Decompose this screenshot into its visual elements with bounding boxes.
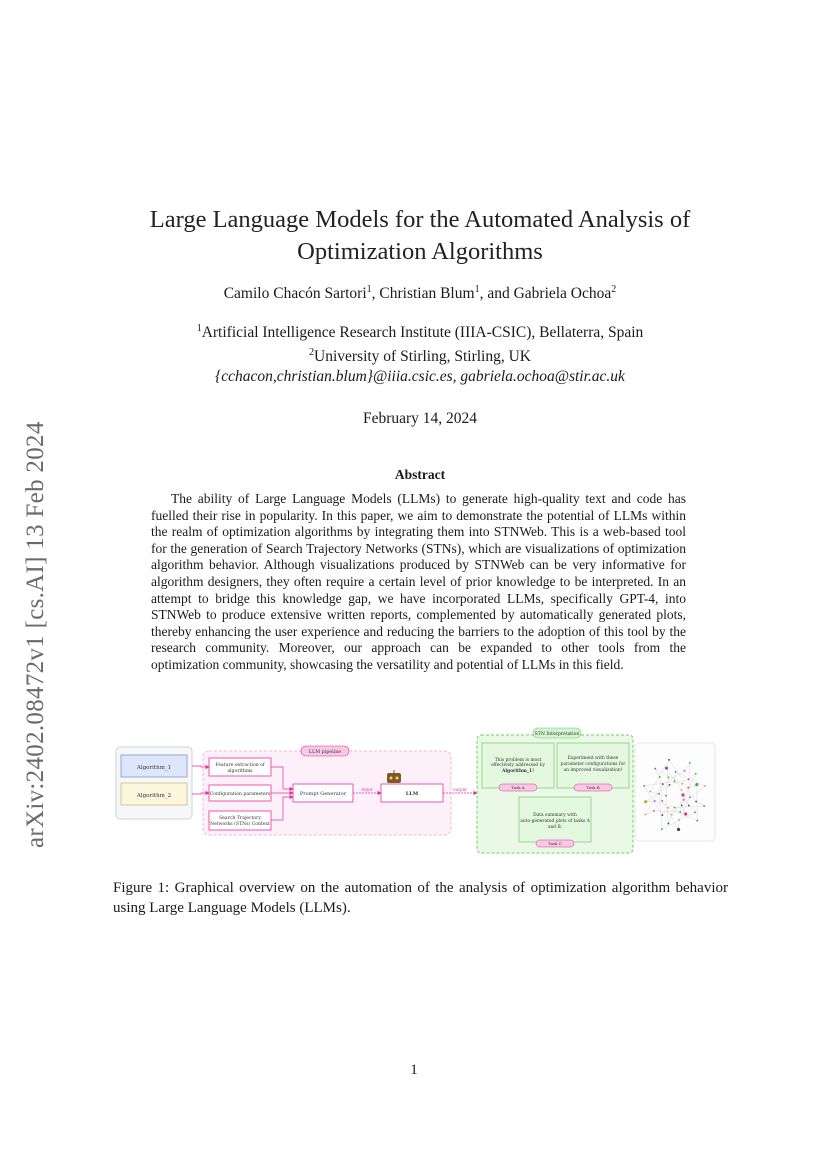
task-c-text-3: and B.	[547, 825, 563, 830]
network-node	[669, 784, 671, 786]
network-node	[667, 823, 669, 825]
algorithm-2-label: Algorithm_2	[136, 793, 172, 799]
network-node	[704, 785, 706, 787]
edge-output-label: output	[453, 787, 467, 792]
affil-mark: 1	[196, 323, 202, 334]
affil-text: University of Stirling, Stirling, UK	[314, 348, 531, 366]
task-c-text-1: Data summary with	[533, 813, 577, 818]
task-a-text-1: This problem is most	[494, 758, 542, 763]
author-name: Camilo Chacón Sartori	[223, 285, 367, 303]
author-name: Christian Blum	[379, 285, 475, 303]
feature-extraction-label-1: Feature extraction of	[215, 763, 265, 768]
author-list	[100, 284, 740, 303]
config-params-label: Configuration parameters	[209, 792, 271, 797]
author-separator: ,	[371, 285, 380, 303]
task-b-text-1: Experiment with these	[567, 756, 619, 761]
prompt-generator-label: Prompt Generator	[299, 791, 347, 797]
network-node	[689, 796, 691, 798]
network-node	[644, 800, 647, 803]
network-node	[665, 766, 668, 769]
network-node	[668, 759, 670, 761]
paper-title: Large Language Models for the Automated Analysis of Optimization Algorithms	[149, 206, 691, 265]
network-node	[683, 799, 685, 801]
network-node	[696, 820, 698, 822]
affiliations	[100, 319, 740, 387]
abstract-heading: Abstract	[394, 467, 446, 482]
network-node	[689, 762, 691, 764]
network-node	[661, 828, 663, 830]
network-node	[688, 805, 690, 807]
network-node	[654, 800, 656, 802]
affil-text: Artificial Intelligence Research Institute (IIIA-CSIC), Bellaterra, Spain	[201, 324, 644, 342]
author-separator: , and	[479, 285, 514, 303]
stn-network-panel	[635, 743, 715, 841]
pipeline-figure	[113, 727, 718, 857]
network-node	[667, 807, 669, 809]
network-node	[675, 771, 677, 773]
network-node	[665, 795, 667, 797]
network-node	[653, 810, 655, 812]
author-name: Gabriela Ochoa	[513, 285, 612, 303]
author-affil-mark: 1	[474, 284, 480, 295]
algorithm-1-label: Algorithm_1	[136, 765, 172, 771]
network-node	[681, 783, 683, 785]
affil-mark: 2	[309, 347, 314, 359]
network-node	[687, 787, 689, 789]
network-node	[688, 779, 690, 781]
task-a-label: Task A	[511, 785, 525, 790]
edge-input-label: input	[361, 787, 373, 792]
network-node	[674, 807, 676, 809]
network-node	[695, 783, 698, 786]
arxiv-stamp: arXiv:2402.08472v1 [cs.AI] 13 Feb 2024	[22, 421, 49, 848]
feature-extraction-label-2: algorithms	[227, 769, 253, 774]
task-c-text-2: auto-generated plots of tasks A	[520, 819, 590, 824]
abstract-text: The ability of Large Language Models (LLMs) to generate high-quality text and code has fuelled their rise in popularity. In this paper, we aim to demonstrate the potential of LLMs within the realm of optimization algorithms by integrating them into STNWeb. This is a web-based tool for the generation of Search Trajectory Networks (STNs), which are visualizations of optimization algorithm behavior. Although visualizations produced by STNWeb can be very informative for algorithm designers, they often require a certain level of prior knowledge to be interpreted. In an attempt to bridge this knowledge gap, we have incorporated LLMs, specifically GPT-4, into STNWeb to produce extensive written reports, complemented by automatically generated plots, thereby enhancing the user experience and reducing the barriers to the adoption of this tool by the research community. Moreover, our approach can be expanded to other tools from the optimization community, showcasing the versatility and potential of LLMs in this field.	[151, 491, 686, 672]
task-c-label: Task C	[548, 841, 562, 846]
llm-label: LLM	[405, 791, 419, 797]
interp-label: STN Interpretation	[534, 732, 580, 737]
network-node	[695, 801, 697, 803]
paper-date: February 14, 2024	[362, 410, 478, 427]
network-node	[644, 814, 646, 816]
affiliation-line	[100, 319, 740, 343]
network-node	[678, 819, 680, 821]
network-node	[662, 783, 664, 785]
network-node	[643, 785, 645, 787]
network-node	[684, 812, 687, 815]
network-node	[703, 805, 705, 807]
task-b-label: Task B	[586, 785, 600, 790]
network-node	[661, 814, 663, 816]
task-a-text-2: effectively addressed by	[491, 763, 545, 768]
network-node	[658, 793, 660, 795]
network-node	[674, 780, 676, 782]
pipeline-label: LLM pipeline	[308, 750, 342, 755]
network-node	[684, 770, 686, 772]
page-number: 1	[410, 1062, 418, 1078]
task-b-text-2: parameter configurations for	[560, 762, 626, 767]
stn-context-label-1: Search Trajectory	[219, 816, 261, 821]
network-node	[681, 789, 683, 791]
task-a-text-3: Algorithm_1!	[501, 769, 535, 774]
network-node	[667, 777, 669, 779]
network-node	[659, 776, 661, 778]
affiliation-line	[100, 343, 740, 367]
author-affil-mark: 2	[611, 284, 617, 295]
network-node	[677, 828, 680, 831]
network-node	[671, 814, 673, 816]
author-affil-mark: 1	[366, 284, 372, 295]
network-node	[661, 800, 663, 802]
author-emails: {cchacon,christian.blum}@iiia.csic.es, gabriela.ochoa@stir.ac.uk	[215, 368, 625, 386]
stn-context-label-2: Networks (STNs) Context	[210, 822, 270, 827]
figure-caption: Figure 1: Graphical overview on the automation of the analysis of optimization algorithm behavior using Large Language Models (LLMs).	[113, 880, 728, 916]
network-node	[654, 768, 656, 770]
network-node	[679, 811, 681, 813]
task-b-text-3: an improved visualization!	[563, 768, 623, 773]
network-node	[681, 805, 683, 807]
network-node	[695, 773, 697, 775]
network-node	[681, 793, 684, 796]
network-node	[694, 812, 696, 814]
network-node	[649, 791, 651, 793]
